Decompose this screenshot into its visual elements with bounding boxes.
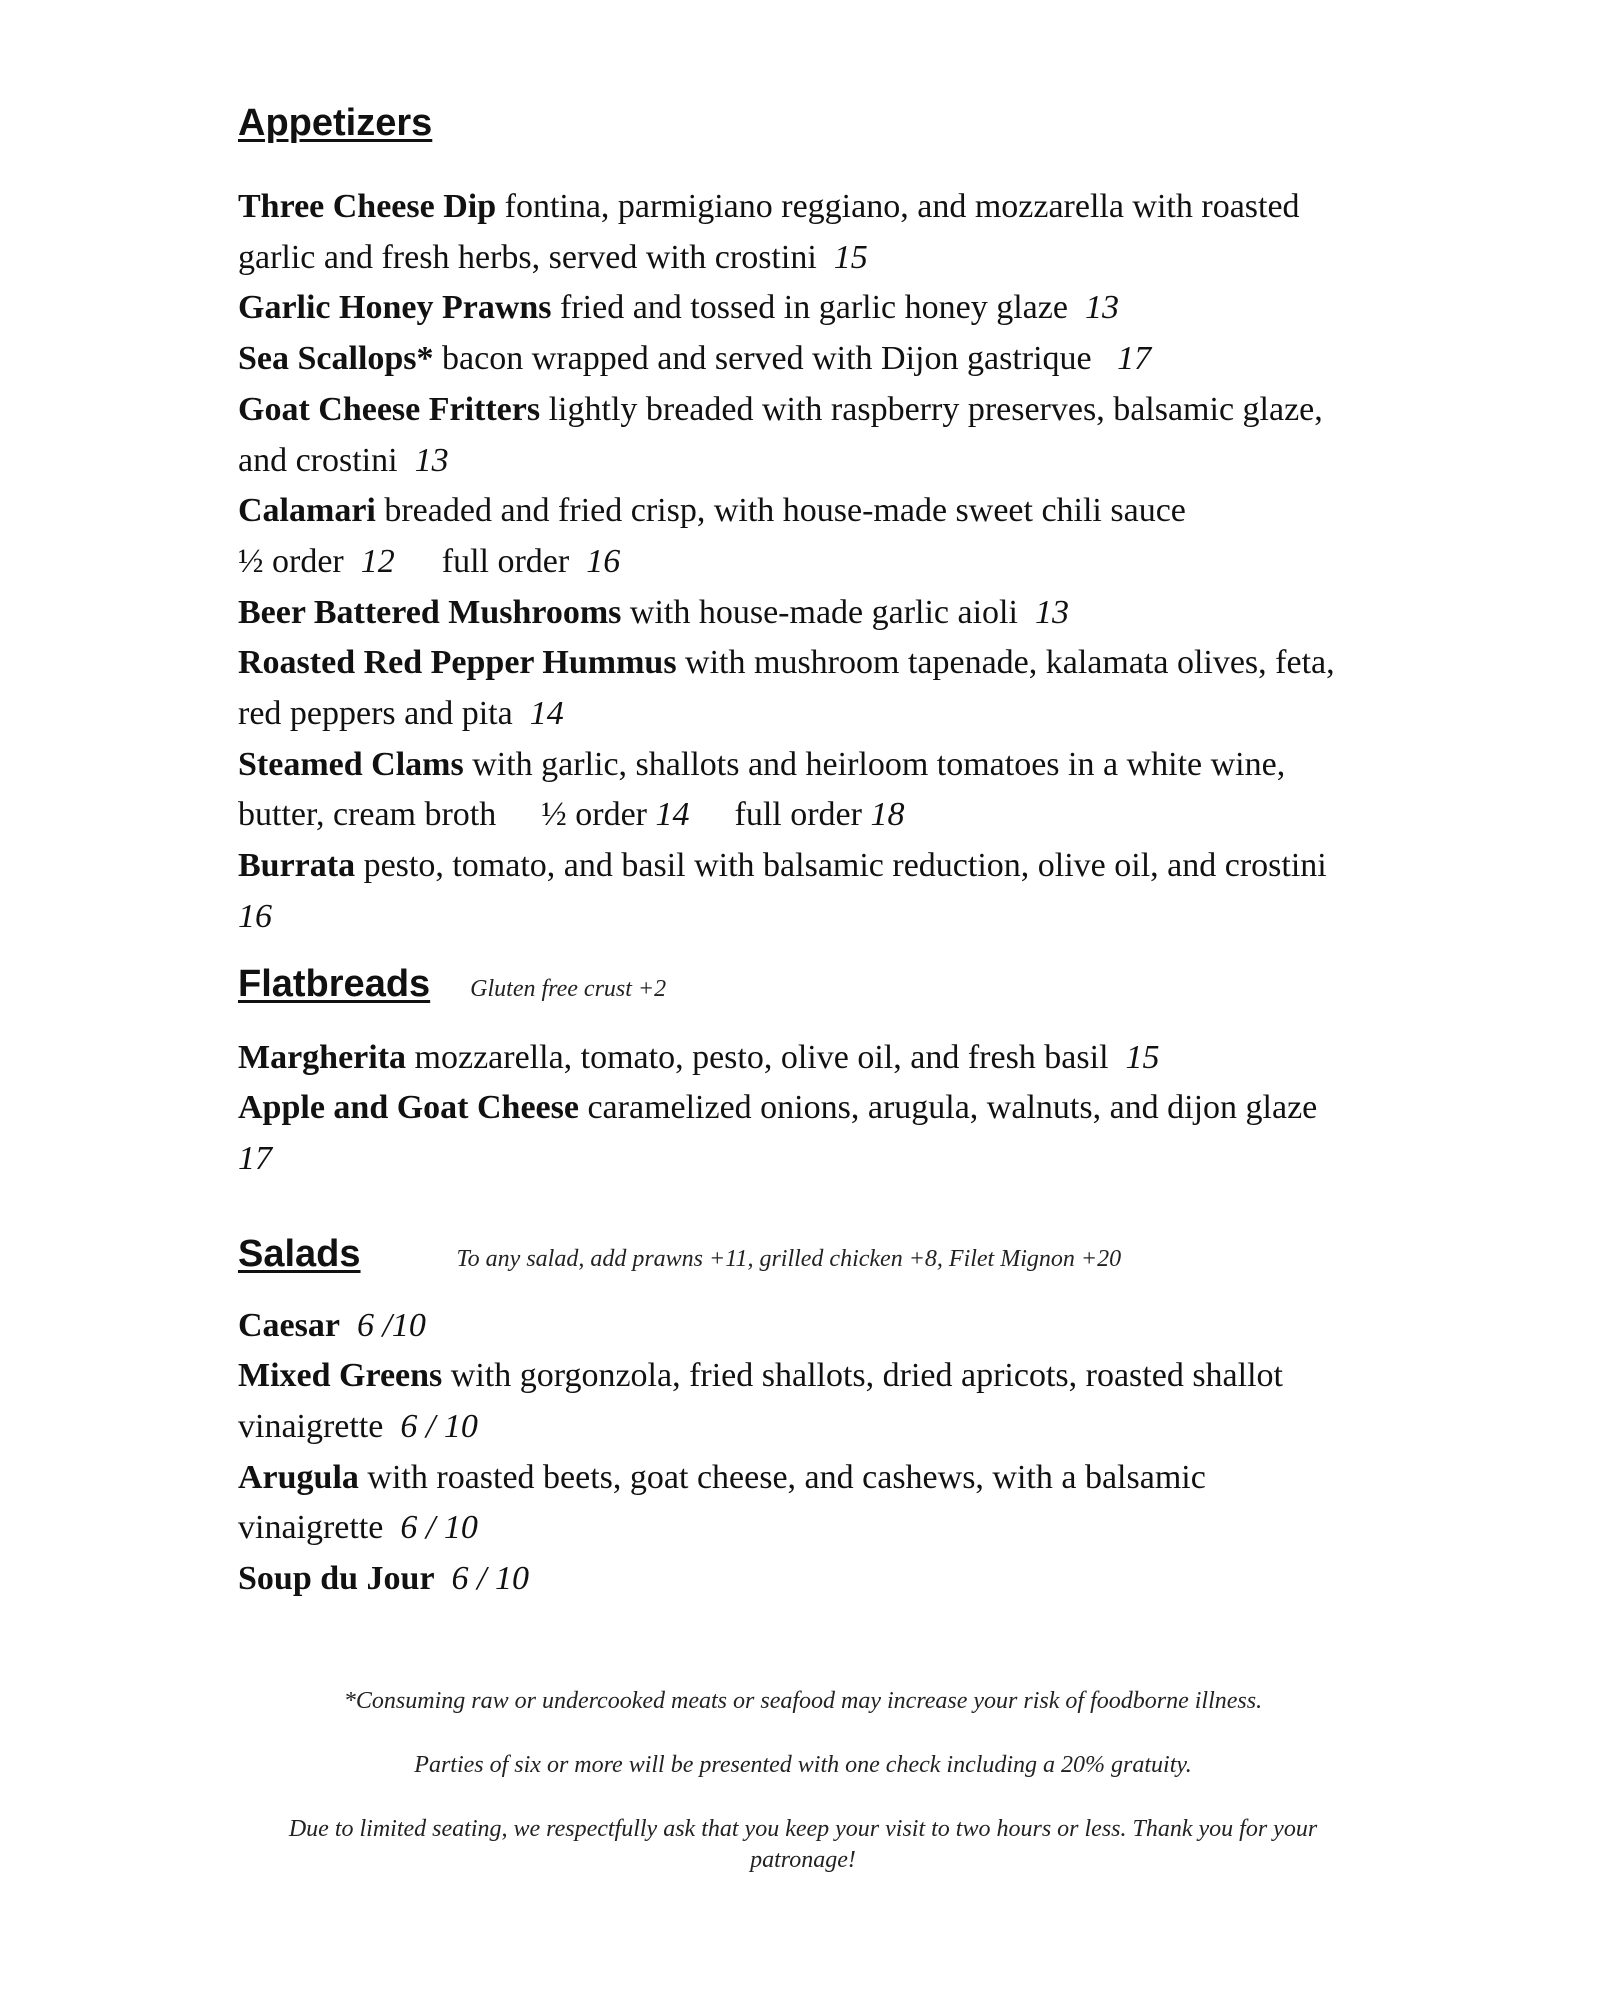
item-price: 6 / 10 [451, 1560, 529, 1598]
item-price: 17 [1117, 340, 1152, 378]
salads-note: To any salad, add prawns +11, grilled chicken +8, Filet Mignon +20 [456, 1245, 1122, 1272]
item-description: lightly breaded with raspberry preserves, balsamic glaze, and crostini [238, 390, 1323, 479]
item-description: with mushroom tapenade, kalamata olives, feta, red peppers and pita [238, 644, 1335, 733]
item-description: with house-made garlic aioli [629, 593, 1018, 631]
salads-section [238, 1229, 1368, 1605]
appetizers-section [238, 98, 1368, 943]
menu-item [238, 740, 1368, 841]
item-name: Calamari [238, 492, 376, 530]
menu-item [238, 1453, 1368, 1554]
menu-item [238, 1351, 1368, 1452]
half-order-label: ½ order [238, 542, 344, 580]
item-price: 16 [238, 897, 272, 935]
item-name: Garlic Honey Prawns [238, 289, 552, 327]
item-description: bacon wrapped and served with Dijon gastrique [442, 340, 1092, 378]
half-order-price: 14 [655, 796, 690, 834]
item-name: Roasted Red Pepper Hummus [238, 644, 677, 682]
item-description: with gorgonzola, fried shallots, dried apricots, roasted shallot vinaigrette [238, 1357, 1283, 1446]
item-description: pesto, tomato, and basil with balsamic reduction, olive oil, and crostini [363, 847, 1327, 885]
item-price: 13 [414, 441, 449, 479]
item-name: Burrata [238, 847, 356, 885]
full-order-price: 18 [870, 796, 905, 834]
menu-item [238, 385, 1368, 486]
item-price: 14 [529, 695, 564, 733]
item-description: mozzarella, tomato, pesto, olive oil, and fresh basil [414, 1038, 1109, 1076]
item-price: 17 [238, 1139, 272, 1177]
half-order-price: 12 [360, 542, 395, 580]
item-name: Beer Battered Mushrooms [238, 593, 622, 631]
appetizers-header [238, 98, 1368, 148]
item-price: 6 / 10 [400, 1408, 478, 1446]
flatbreads-section [238, 959, 1368, 1185]
item-name: Soup du Jour [238, 1560, 435, 1598]
item-name: Arugula [238, 1458, 359, 1496]
party-gratuity-notice: Parties of six or more will be presented with one check including a 20% gratuity. [414, 1752, 1192, 1778]
item-name: Goat Cheese Fritters [238, 390, 541, 428]
item-name: Steamed Clams [238, 745, 464, 783]
menu-item [238, 1301, 1368, 1352]
item-name: Mixed Greens [238, 1357, 443, 1395]
item-name: Sea Scallops* [238, 340, 434, 378]
seating-notice: Due to limited seating, we respectfully ask that you keep your visit to two hours or less. Thank you for your patronage! [288, 1816, 1318, 1873]
menu-item [238, 1554, 1368, 1605]
menu-item [238, 1083, 1368, 1184]
appetizers-list [238, 182, 1368, 943]
item-price: 15 [833, 238, 868, 276]
item-price: 6 / 10 [400, 1509, 478, 1547]
menu-item [238, 334, 1368, 385]
item-description: with roasted beets, goat cheese, and cashews, with a balsamic vinaigrette [238, 1458, 1206, 1547]
menu-content [238, 98, 1368, 1605]
menu-item [238, 638, 1368, 739]
item-price: 13 [1034, 593, 1069, 631]
flatbreads-title: Flatbreads [238, 962, 431, 1005]
menu-item [238, 283, 1368, 334]
item-name: Margherita [238, 1038, 407, 1076]
salads-list [238, 1301, 1368, 1605]
item-description: fontina, parmigiano reggiano, and mozzarella with roasted garlic and fresh herbs, served with crostini [238, 188, 1300, 276]
item-description: fried and tossed in garlic honey glaze [560, 289, 1068, 327]
appetizers-title: Appetizers [238, 102, 433, 144]
salads-header [238, 1229, 1368, 1279]
half-order-label: ½ order [541, 796, 648, 834]
full-order-label: full order [441, 542, 570, 580]
item-name: Apple and Goat Cheese [238, 1089, 579, 1127]
item-description: with garlic, shallots and heirloom tomatoes in a white wine, butter, cream broth [238, 745, 1286, 834]
menu-item [238, 1033, 1368, 1084]
flatbreads-note: Gluten free crust +2 [470, 975, 667, 1002]
item-description: caramelized onions, arugula, walnuts, and dijon glaze [587, 1089, 1318, 1127]
raw-food-notice: *Consuming raw or undercooked meats or seafood may increase your risk of foodborne illness. [343, 1688, 1263, 1714]
menu-item [238, 486, 1368, 587]
flatbreads-list [238, 1033, 1368, 1185]
menu-item [238, 182, 1368, 283]
item-description: breaded and fried crisp, with house-made sweet chili sauce [384, 492, 1186, 530]
full-order-price: 16 [586, 542, 621, 580]
menu-item [238, 841, 1368, 942]
item-name: Three Cheese Dip [238, 188, 497, 225]
item-price: 13 [1084, 289, 1119, 327]
menu-item [238, 588, 1368, 639]
flatbreads-header [238, 959, 1368, 1009]
full-order-label: full order [734, 796, 862, 834]
item-price: 15 [1125, 1038, 1160, 1076]
salads-title: Salads [238, 1232, 361, 1275]
item-name: Caesar [238, 1306, 340, 1344]
item-price: 6 /10 [356, 1306, 426, 1344]
